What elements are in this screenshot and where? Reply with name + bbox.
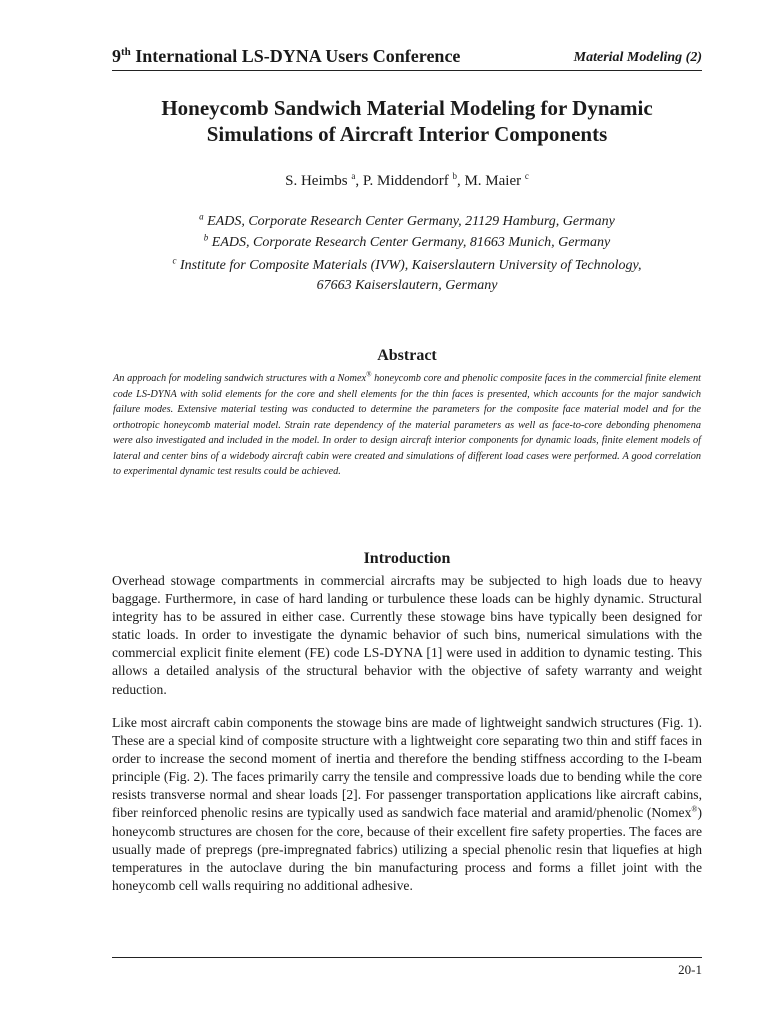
affiliation-mark: a — [351, 171, 356, 181]
title-line-2: Simulations of Aircraft Interior Components — [206, 122, 608, 146]
affiliation-mark: c — [524, 171, 529, 181]
abstract-heading: Abstract — [377, 347, 437, 364]
footer-rule — [112, 957, 702, 958]
affiliation-b: $^b$ EADS, Corporate Research Center Germany, 81663 Munich, Germany — [203, 232, 611, 250]
running-header — [112, 44, 702, 71]
abstract-body: An approach for modeling sandwich structures with a Nomex® honeycomb core and phenolic composite faces in the commercial finite element code LS-DYNA with solid elements for the core and shell elements for the thin faces is presented, which accounts for the major sandwich failure modes. Extensive material testing was conducted to determine the parameters for the composite face material model and for the orthotropic honeycomb material model. Strain rate dependency of the material parameters as well as face-to-core debonding phenomena were also investigated and included in the model. In order to design aircraft interior components for dynamic loads, finite element models of lateral and center bins of a widebody aircraft cabin were created and simulations of different load cases were performed. A good correlation to experimental dynamic test results could be achieved. — [113, 370, 702, 477]
section-name: Material Modeling (2) — [573, 50, 702, 65]
author-name: P. Middendorf — [362, 173, 449, 189]
conference-name: 9th International LS-DYNA Users Conference — [112, 46, 461, 66]
affiliation-c: $^c$ Institute for Composite Materials (IVW), Kaiserslautern University of Technology, 67663 Kaiserslautern, Germany — [172, 255, 642, 293]
page-number: 20-1 — [678, 962, 702, 977]
affiliation-a: $^a$ EADS, Corporate Research Center Germany, 21129 Hamburg, Germany — [199, 211, 615, 229]
affiliation-mark: b — [452, 171, 457, 181]
author-list: S. Heimbs $^a$, P. Middendorf $^b$, M. Maier $^c$ — [285, 171, 529, 189]
title-line-1: Honeycomb Sandwich Material Modeling for Dynamic — [161, 96, 653, 120]
author-name: M. Maier — [464, 173, 522, 189]
introduction-paragraph-1: Overhead stowage compartments in commercial aircrafts may be subjected to high loads due to heavy baggage. Furthermore, in case of hard landing or turbulence these loads can be highly dynamic. Structural integrity has to be assured in either case. Currently these stowage bins have typically been designed for static loads. In order to investigate the dynamic behavior of such bins, numerical simulations with the commercial explicit finite element (FE) code LS-DYNA [1] were used in addition to dynamic testing. This allows a detailed analysis of the structural behavior with the objective of safety warranty and weight reduction. — [112, 573, 702, 697]
author-name: S. Heimbs — [285, 173, 348, 189]
introduction-heading: Introduction — [363, 550, 451, 567]
introduction-paragraph-2: Like most aircraft cabin components the stowage bins are made of lightweight sandwich structures (Fig. 1). These are a special kind of composite structure with a lightweight core separating two thin and stiff faces in order to increase the second moment of inertia and therefore the bending stiffness according to the I-beam principle (Fig. 2). The faces primarily carry the tensile and compressive loads due to bending while the core resists transverse normal and shear loads [2]. For passenger transportation applications like aircraft cabins, fiber reinforced phenolic resins are typically used as sandwich face material and aramid/phenolic (Nomex®) honeycomb structures are chosen for the core, because of their excellent fire safety properties. The faces are usually made of prepregs (pre-impregnated fabrics) utilizing a special phenolic resin that liquefies at high temperatures in the autoclave during the bin manufacturing process and forms a fillet joint with the honeycomb cell walls requiring no additional adhesive. — [112, 715, 702, 893]
paper-title — [100, 95, 714, 147]
